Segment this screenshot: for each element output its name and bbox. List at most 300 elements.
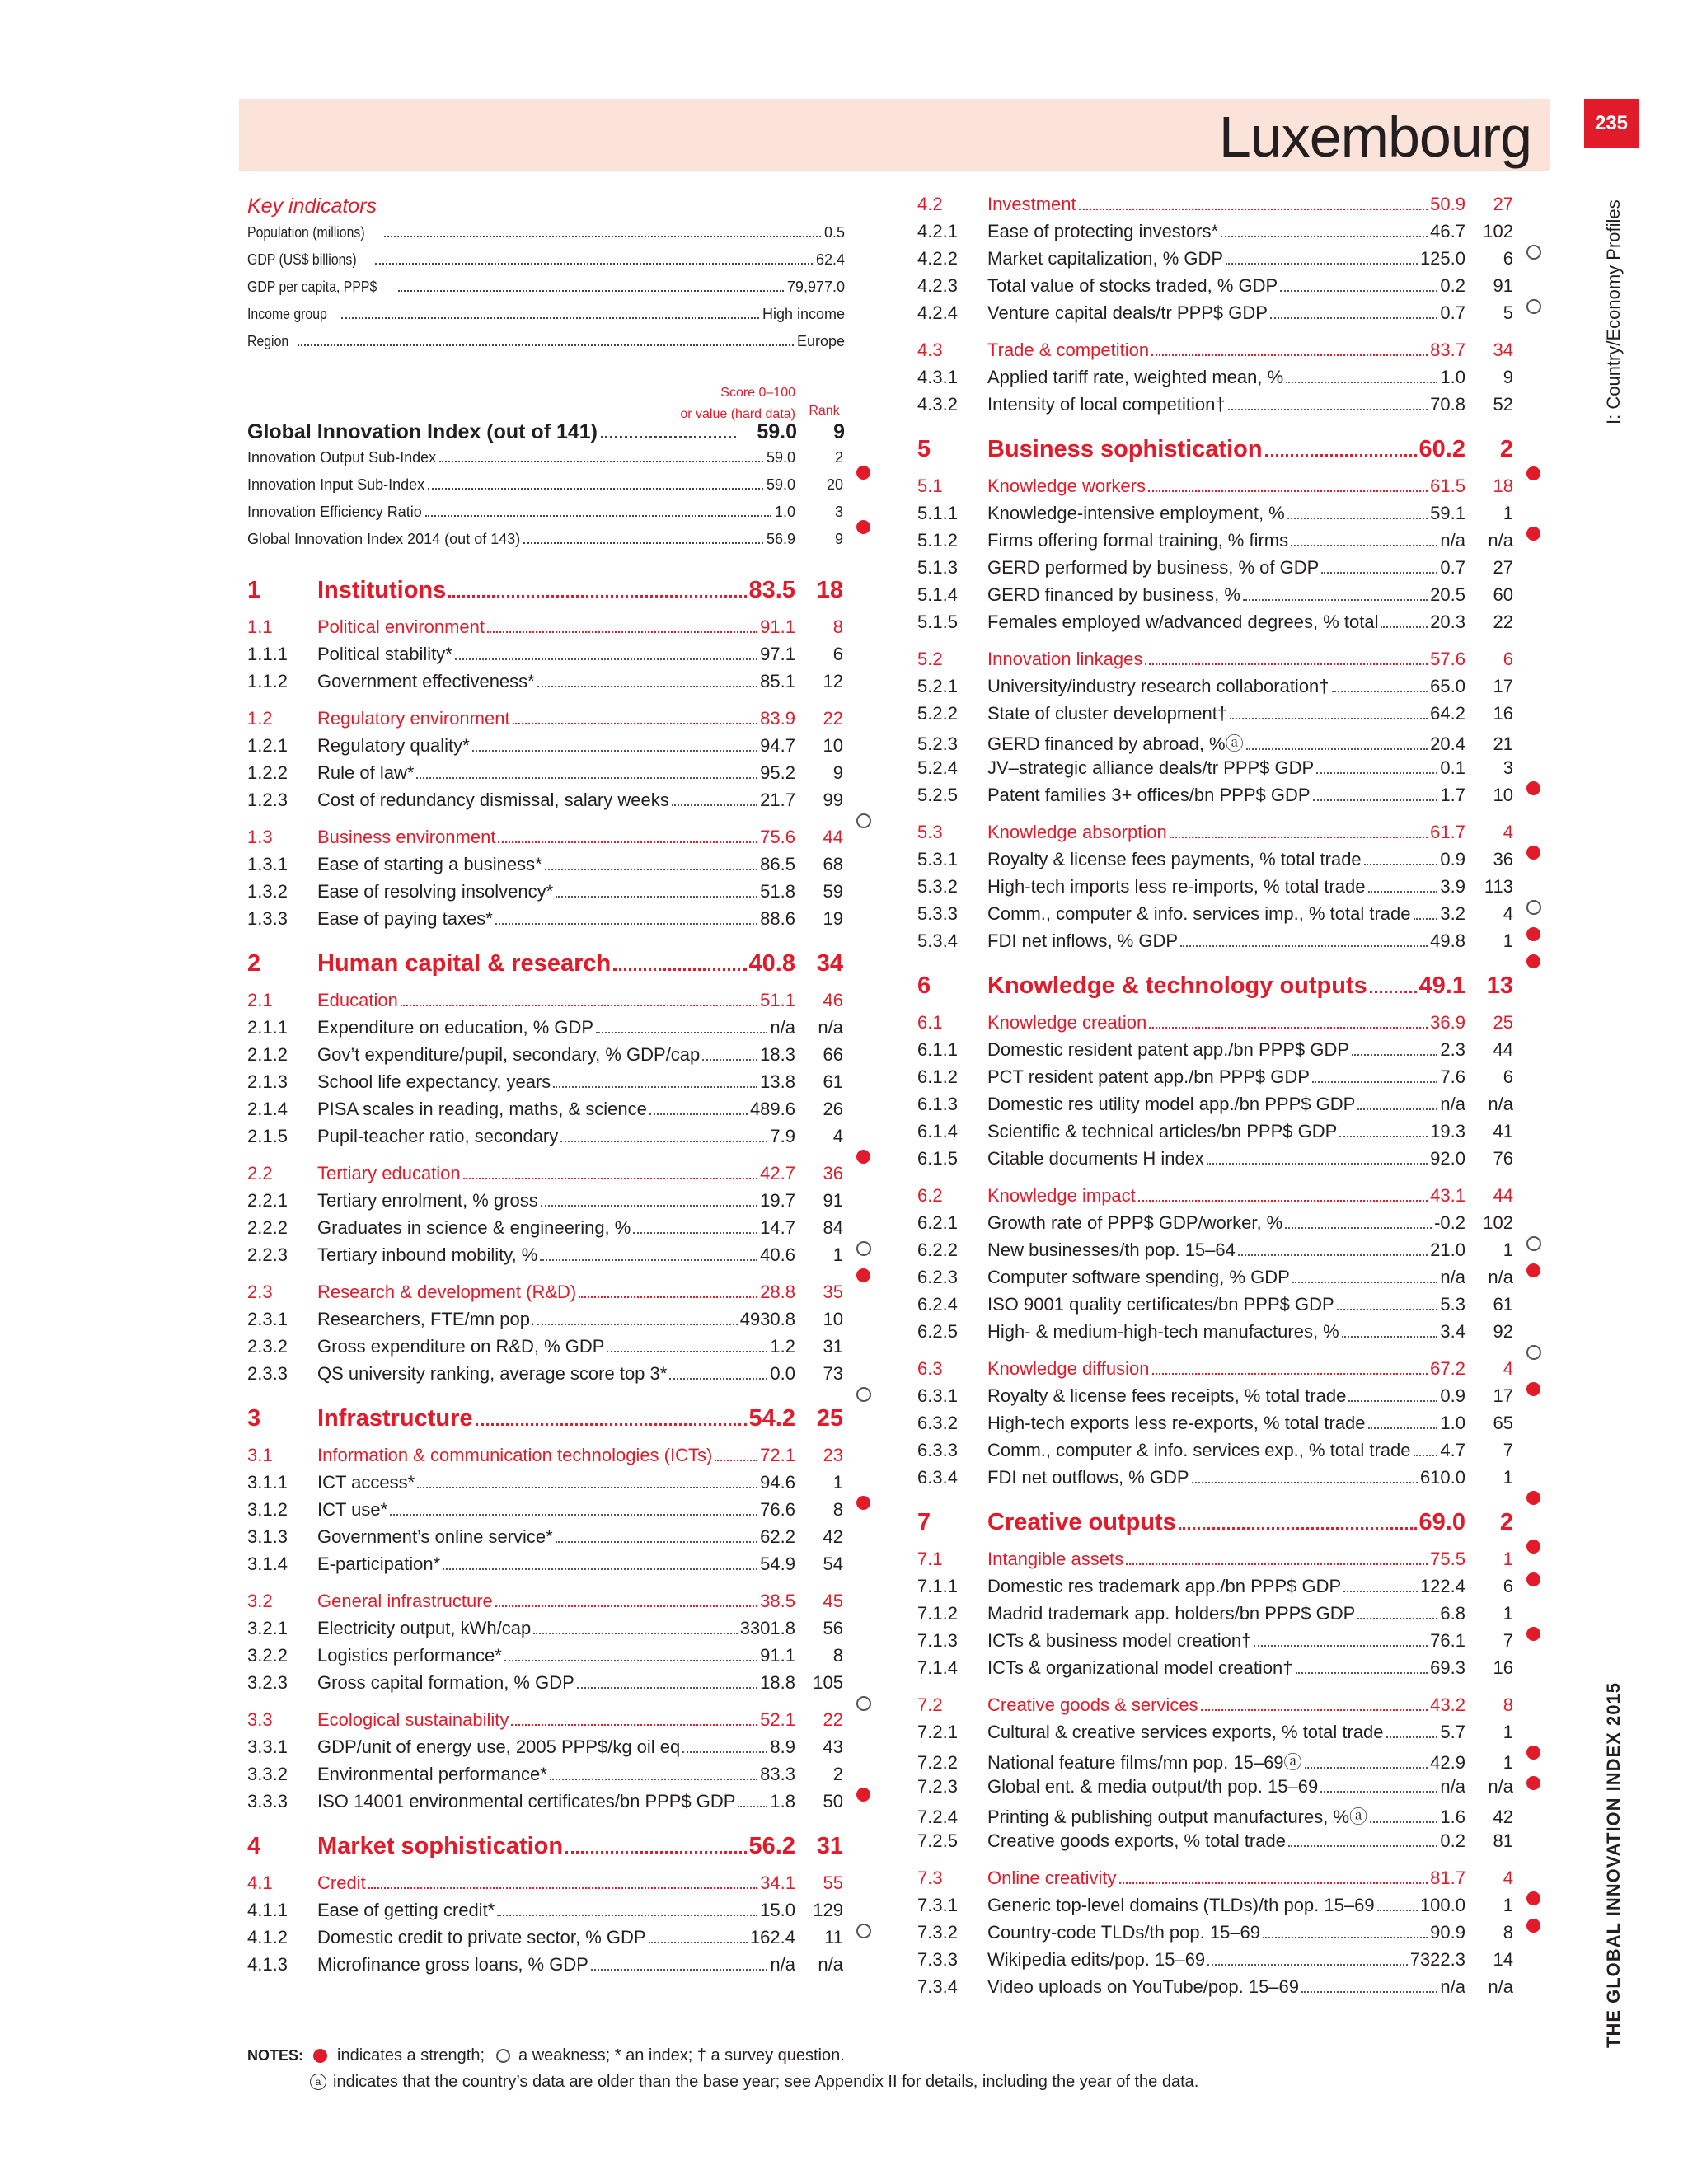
pillar-row xyxy=(247,577,871,608)
indicator-row xyxy=(917,275,1541,302)
indicator-label-group xyxy=(987,730,1465,756)
indicator-code: 5.2 xyxy=(917,649,943,669)
indicator-rank: 16 xyxy=(1493,703,1513,724)
indicator-row xyxy=(917,1066,1541,1094)
indicator-name: Business environment xyxy=(317,827,496,847)
leader-dots xyxy=(738,1806,767,1807)
indicator-score: 0.9 xyxy=(1440,1385,1465,1406)
indicator-rank: 73 xyxy=(823,1363,843,1384)
gii-subindex-score: 59.0 xyxy=(766,476,795,493)
indicator-label-group xyxy=(317,1472,795,1493)
indicator-row xyxy=(247,1363,871,1390)
indicator-rank: 6 xyxy=(1503,649,1513,669)
indicator-rank: 105 xyxy=(813,1672,843,1693)
weakness-icon xyxy=(496,2049,510,2063)
indicator-name: Regulatory quality* xyxy=(317,735,470,756)
indicator-row xyxy=(917,1094,1541,1121)
indicator-code: 3.2.1 xyxy=(247,1618,288,1638)
indicator-label-group xyxy=(987,1267,1465,1288)
indicator-label-group xyxy=(317,1099,795,1120)
gii-subindex-label-group xyxy=(247,504,795,521)
key-indicator-row xyxy=(247,306,845,333)
indicator-code: 5.2.4 xyxy=(917,757,958,778)
indicator-name: Political stability* xyxy=(317,644,452,664)
indicator-score: 2.3 xyxy=(1440,1039,1465,1060)
indicator-code: 7.2.1 xyxy=(917,1722,958,1742)
indicator-row xyxy=(917,1413,1541,1440)
indicator-code: 5.1.3 xyxy=(917,557,958,578)
leader-dots xyxy=(1357,1618,1437,1619)
indicator-score: n/a xyxy=(1440,1776,1465,1797)
indicator-label-group xyxy=(317,1526,795,1548)
indicator-score: 36.9 xyxy=(1430,1012,1465,1033)
indicator-code: 7.1.3 xyxy=(917,1630,958,1651)
indicator-score: 100.0 xyxy=(1419,1895,1465,1915)
leader-dots xyxy=(579,1296,757,1298)
indicator-label-group xyxy=(987,1576,1465,1597)
indicator-score: 0.1 xyxy=(1440,757,1465,778)
indicator-name: ISO 9001 quality certificates/bn PPP$ GDP xyxy=(987,1294,1334,1315)
indicator-name: E-participation* xyxy=(317,1554,441,1574)
indicator-rank: 9 xyxy=(1503,367,1513,387)
indicator-label-group xyxy=(987,1949,1465,1971)
indicator-label-group xyxy=(317,1445,795,1466)
leader-dots xyxy=(497,1915,757,1916)
indicator-score: 94.7 xyxy=(760,735,795,756)
leader-dots xyxy=(1364,864,1438,865)
leader-dots xyxy=(1270,317,1437,319)
indicator-code: 5.1.5 xyxy=(917,612,958,632)
leader-dots xyxy=(1119,1882,1428,1884)
indicator-code: 1.1.1 xyxy=(247,644,288,664)
indicator-code: 7.2.5 xyxy=(917,1830,958,1851)
indicator-code: 1.3.1 xyxy=(247,854,288,874)
leader-dots xyxy=(1192,1482,1418,1483)
indicator-name: FDI net outflows, % GDP xyxy=(987,1467,1189,1488)
gii-subindex-label-group xyxy=(247,531,795,548)
leader-dots xyxy=(1226,263,1418,265)
gii-subindex-rank: 2 xyxy=(834,449,843,466)
indicator-code: 1.2.1 xyxy=(247,735,288,756)
indicator-name: Tertiary inbound mobility, % xyxy=(317,1244,538,1265)
indicator-name: Researchers, FTE/mn pop. xyxy=(317,1309,536,1329)
indicator-rank: 55 xyxy=(823,1872,843,1893)
indicator-label-group xyxy=(987,1657,1465,1679)
leader-dots xyxy=(1207,1163,1428,1165)
indicator-rank: 102 xyxy=(1483,221,1513,241)
indicator-name: Patent families 3+ offices/bn PPP$ GDP xyxy=(987,785,1311,805)
indicator-code: 6.3.1 xyxy=(917,1385,958,1406)
indicator-score: 1.6 xyxy=(1440,1807,1465,1827)
notes xyxy=(247,2042,1198,2095)
indicator-label-group xyxy=(987,1413,1465,1434)
leader-dots xyxy=(1316,772,1437,774)
indicator-row xyxy=(247,1645,871,1672)
indicator-rank: 44 xyxy=(1493,1185,1513,1206)
sub-pillar-row xyxy=(247,1445,871,1472)
indicator-row xyxy=(247,1618,871,1645)
indicator-code: 3.3.3 xyxy=(247,1791,288,1811)
indicator-code: 1.2.3 xyxy=(247,790,288,810)
indicator-code: 2.3 xyxy=(247,1282,273,1302)
indicator-name: JV–strategic alliance deals/tr PPP$ GDP xyxy=(987,757,1315,778)
indicator-code: 6.2.1 xyxy=(917,1212,958,1233)
indicator-score: n/a xyxy=(1440,1267,1465,1287)
indicator-rank: 54 xyxy=(823,1554,843,1574)
indicator-label-group xyxy=(317,1163,795,1184)
leader-dots xyxy=(1254,1645,1428,1647)
indicator-label-group xyxy=(987,530,1465,551)
indicator-row xyxy=(247,881,871,908)
indicator-rank: 8 xyxy=(832,616,843,637)
indicator-row xyxy=(917,1212,1541,1240)
indicator-code: 1.1 xyxy=(247,616,273,637)
indicator-label-group xyxy=(317,1672,795,1694)
indicator-rank: 35 xyxy=(823,1282,843,1302)
indicator-code: 6.2.5 xyxy=(917,1321,958,1342)
indicator-score: 7322.3 xyxy=(1409,1949,1465,1970)
indicator-code: 4.1.1 xyxy=(247,1900,288,1920)
page-number: 235 xyxy=(1584,99,1639,148)
leader-dots xyxy=(1288,1845,1437,1847)
indicator-name: Females employed w/advanced degrees, % total xyxy=(987,612,1379,632)
indicator-name: Global ent. & media output/th pop. 15–69 xyxy=(987,1776,1319,1797)
indicator-code: 1.2 xyxy=(247,708,273,729)
indicator-code: 6.3.4 xyxy=(917,1467,958,1488)
indicator-rank: 2 xyxy=(1499,436,1513,462)
gii-subindex-label: Innovation Efficiency Ratio xyxy=(247,504,422,520)
indicator-rank: 36 xyxy=(823,1163,843,1183)
indicator-row xyxy=(247,1309,871,1336)
gii-subindex-score: 1.0 xyxy=(774,504,795,520)
indicator-name: School life expectancy, years xyxy=(317,1071,551,1092)
indicator-rank: n/a xyxy=(1488,1094,1513,1114)
indicator-code: 2.2.1 xyxy=(247,1190,288,1211)
indicator-score: 3.4 xyxy=(1440,1321,1465,1342)
indicator-rank: 84 xyxy=(823,1217,843,1238)
indicator-name: Generic top-level domains (TLDs)/th pop. 15–69 xyxy=(987,1895,1375,1915)
indicator-name: Gross expenditure on R&D, % GDP xyxy=(317,1336,605,1357)
indicator-rank: 31 xyxy=(823,1336,843,1357)
indicator-row xyxy=(917,1121,1541,1148)
notes-older-data-text: indicates that the country’s data are older than the base year; see Appendix II for details, including the year of the data. xyxy=(333,2072,1199,2091)
indicator-label-group xyxy=(987,612,1465,633)
indicator-code: 7.1.1 xyxy=(917,1576,958,1596)
indicator-name: University/industry research collaboration† xyxy=(987,676,1329,696)
indicator-label-group xyxy=(317,1872,795,1894)
indicator-code: 4.1 xyxy=(247,1872,273,1893)
indicator-row xyxy=(917,730,1541,757)
indicator-name: GERD financed by business, % xyxy=(987,584,1240,605)
indicator-score: 610.0 xyxy=(1419,1467,1465,1488)
sub-pillar-row xyxy=(247,616,871,644)
indicator-row xyxy=(917,930,1541,958)
indicator-code: 6.3.3 xyxy=(917,1440,958,1460)
indicator-name: ISO 14001 environmental certificates/bn PPP$ GDP xyxy=(317,1791,736,1811)
indicator-code: 3.3.2 xyxy=(247,1764,288,1784)
indicator-rank: 5 xyxy=(1503,302,1513,323)
indicator-score: 88.6 xyxy=(760,908,795,929)
indicator-name: State of cluster development† xyxy=(987,703,1228,724)
indicator-score: 70.8 xyxy=(1430,394,1465,415)
indicator-name: Domestic credit to private sector, % GDP xyxy=(317,1927,646,1947)
indicator-code: 1.3.2 xyxy=(247,881,288,902)
indicator-score: 49.8 xyxy=(1430,930,1465,951)
indicator-label-group xyxy=(987,1895,1465,1916)
indicator-rank: 8 xyxy=(1503,1922,1513,1943)
indicator-code: 5.3.1 xyxy=(917,849,958,869)
indicator-code: 7.1.2 xyxy=(917,1603,958,1624)
indicator-name: Knowledge diffusion xyxy=(987,1358,1150,1379)
indicator-name: Regulatory environment xyxy=(317,708,510,729)
key-indicator-row xyxy=(247,224,845,251)
indicator-rank: 22 xyxy=(823,708,843,729)
indicator-label-group xyxy=(317,1044,795,1066)
indicator-label-group xyxy=(987,1509,1465,1536)
leader-dots xyxy=(1370,1821,1437,1823)
indicator-rank: 18 xyxy=(1493,476,1513,496)
leader-dots xyxy=(1312,1081,1437,1083)
indicator-score: 20.5 xyxy=(1430,584,1465,605)
indicator-name: Knowledge & technology outputs xyxy=(987,972,1367,999)
indicator-code: 7.2 xyxy=(917,1694,943,1715)
indicator-rank: 16 xyxy=(1493,1657,1513,1678)
indicator-row xyxy=(247,735,871,762)
indicator-label-group xyxy=(317,1282,795,1303)
indicator-rank: 1 xyxy=(1503,503,1513,523)
indicator-rank: 4 xyxy=(1503,1358,1513,1379)
indicator-label-group xyxy=(317,1405,795,1432)
strength-icon xyxy=(313,2049,327,2063)
indicator-rank: 17 xyxy=(1493,1385,1513,1406)
indicator-rank: 1 xyxy=(832,1472,843,1493)
indicator-rank: 31 xyxy=(816,1833,843,1859)
indicator-row xyxy=(917,584,1541,612)
indicator-score: 15.0 xyxy=(760,1900,795,1920)
indicator-label-group xyxy=(987,557,1465,579)
key-indicator-value: 79,977.0 xyxy=(786,279,845,295)
sub-pillar-row xyxy=(247,1709,871,1736)
indicator-rank: 129 xyxy=(813,1900,843,1920)
score-head-line-1: Score 0–100 xyxy=(720,386,795,400)
indicator-code: 5.2.1 xyxy=(917,676,958,696)
sub-pillar-row xyxy=(917,1012,1541,1039)
indicator-name: Cost of redundancy dismissal, salary weeks xyxy=(317,790,669,810)
indicator-label-group xyxy=(317,854,795,875)
indicator-rank: 1 xyxy=(1503,1722,1513,1742)
indicator-label-group xyxy=(987,649,1465,670)
leader-dots xyxy=(633,1232,757,1234)
indicator-code: 2.1.5 xyxy=(247,1126,288,1146)
gii-subindex-rank: 3 xyxy=(834,504,843,520)
indicator-score: 0.7 xyxy=(1440,302,1465,323)
indicator-name: New businesses/th pop. 15–64 xyxy=(987,1240,1236,1260)
indicator-code: 1.2.2 xyxy=(247,762,288,783)
indicator-row xyxy=(917,503,1541,530)
leader-dots xyxy=(649,1942,748,1943)
indicator-label-group xyxy=(987,248,1465,269)
indicator-code: 6.2.2 xyxy=(917,1240,958,1260)
indicator-name: Gov’t expenditure/pupil, secondary, % GDP/cap xyxy=(317,1044,701,1065)
indicator-name: Logistics performance* xyxy=(317,1645,502,1666)
indicator-row xyxy=(917,1321,1541,1348)
indicator-score: 76.6 xyxy=(760,1499,795,1520)
indicator-rank: 4 xyxy=(1503,822,1513,842)
indicator-code: 5.3.4 xyxy=(917,930,958,951)
indicator-name: Expenditure on education, % GDP xyxy=(317,1017,594,1038)
indicator-name: Intangible assets xyxy=(987,1549,1124,1569)
leader-dots xyxy=(1265,454,1417,457)
indicator-label-group xyxy=(987,1830,1465,1852)
indicator-score: 4930.8 xyxy=(739,1309,795,1329)
indicator-code: 6.1.5 xyxy=(917,1148,958,1169)
indicator-code: 5.1.1 xyxy=(917,503,958,523)
gii-subindex-rank: 20 xyxy=(826,476,843,493)
indicator-row xyxy=(917,1267,1541,1294)
indicator-rank: 11 xyxy=(824,1927,843,1947)
indicator-rank: 6 xyxy=(832,644,843,664)
leader-dots xyxy=(1180,945,1428,947)
leader-dots xyxy=(1145,663,1428,665)
indicator-name: Investment xyxy=(987,194,1076,214)
indicator-name: Business sophistication xyxy=(987,436,1263,462)
indicator-row xyxy=(917,612,1541,639)
indicator-code: 6.1 xyxy=(917,1012,943,1033)
indicator-score: 0.9 xyxy=(1440,849,1465,869)
indicator-score: 61.5 xyxy=(1430,476,1465,496)
indicator-row xyxy=(917,1385,1541,1413)
indicator-score: 69.0 xyxy=(1418,1509,1465,1535)
indicator-label-group xyxy=(317,881,795,902)
indicator-rank: 1 xyxy=(1503,1467,1513,1488)
indicator-code: 4.3 xyxy=(917,340,943,360)
indicator-rank: 4 xyxy=(1503,903,1513,924)
indicator-row xyxy=(917,367,1541,394)
leader-dots xyxy=(1368,891,1438,893)
indicator-name: Domestic res trademark app./bn PPP$ GDP xyxy=(987,1576,1342,1596)
leader-dots xyxy=(613,968,746,971)
rank-column-header: Rank xyxy=(809,404,840,418)
indicator-name: Creative outputs xyxy=(987,1509,1176,1535)
indicator-score: 13.8 xyxy=(760,1071,795,1092)
leader-dots xyxy=(1246,748,1428,750)
sub-pillar-row xyxy=(917,1185,1541,1212)
indicator-label-group xyxy=(987,503,1465,524)
pillar-row xyxy=(917,1509,1541,1540)
indicator-score: 4.7 xyxy=(1440,1440,1465,1460)
leader-dots xyxy=(416,777,757,779)
leader-dots xyxy=(428,488,763,490)
indicator-score: 51.1 xyxy=(760,990,795,1010)
indicator-row xyxy=(917,1148,1541,1175)
indicator-row xyxy=(917,1722,1541,1749)
indicator-score: 14.7 xyxy=(760,1217,795,1238)
gii-overall-row xyxy=(247,420,845,444)
indicator-score: 18.8 xyxy=(760,1672,795,1693)
indicator-score: 54.9 xyxy=(760,1554,795,1574)
indicator-name: High-tech imports less re-imports, % total trade xyxy=(987,876,1366,897)
indicator-rank: 22 xyxy=(823,1709,843,1730)
indicator-label-group xyxy=(317,1071,795,1093)
leader-dots xyxy=(1414,918,1438,920)
leader-dots xyxy=(375,263,813,265)
notes-weakness-text: a weakness; * an index; † a survey question. xyxy=(518,2046,845,2064)
indicator-row xyxy=(917,1895,1541,1922)
indicator-row xyxy=(917,1240,1541,1267)
indicator-label-group xyxy=(987,785,1465,806)
notes-line-1 xyxy=(247,2042,1198,2069)
sub-pillar-row xyxy=(917,194,1541,221)
indicator-name: Education xyxy=(317,990,398,1010)
indicator-row xyxy=(917,676,1541,703)
indicator-score: 59.1 xyxy=(1430,503,1465,523)
indicator-label-group xyxy=(987,757,1465,779)
indicator-score: 125.0 xyxy=(1419,248,1465,269)
indicator-code: 5 xyxy=(917,436,931,462)
indicator-score: 62.2 xyxy=(760,1526,795,1547)
leader-dots xyxy=(1292,1282,1438,1283)
indicator-name: Growth rate of PPP$ GDP/worker, % xyxy=(987,1212,1283,1233)
pillar-row xyxy=(247,1405,871,1436)
strength-icon xyxy=(856,520,870,534)
leader-dots xyxy=(1138,1200,1428,1202)
indicator-rank: 1 xyxy=(1503,1240,1513,1260)
indicator-score: 0.2 xyxy=(1440,275,1465,296)
indicator-rank: 66 xyxy=(823,1044,843,1065)
indicator-name: QS university ranking, average score top 3* xyxy=(317,1363,668,1384)
leader-dots xyxy=(390,1514,757,1516)
indicator-name: Cultural & creative services exports, % total trade xyxy=(987,1722,1384,1742)
indicator-name: PISA scales in reading, maths, & science xyxy=(317,1099,647,1119)
indicator-name: Online creativity xyxy=(987,1868,1117,1888)
indicator-code: 3.3.1 xyxy=(247,1736,288,1757)
indicator-label-group xyxy=(987,302,1465,324)
indicator-label-group xyxy=(317,735,795,757)
indicator-code: 1 xyxy=(247,577,261,603)
indicator-name: Research & development (R&D) xyxy=(317,1282,577,1302)
indicator-rank: 50 xyxy=(823,1791,843,1811)
indicator-score: 56.2 xyxy=(748,1833,795,1859)
indicator-score: 51.8 xyxy=(760,881,795,902)
score-column-header xyxy=(626,382,795,425)
indicator-label-group xyxy=(317,1499,795,1521)
leader-dots xyxy=(1280,290,1437,292)
leader-dots xyxy=(1286,382,1437,383)
indicator-row xyxy=(247,1190,871,1217)
sub-pillar-row xyxy=(917,340,1541,367)
indicator-name: Credit xyxy=(317,1872,366,1893)
indicator-label-group xyxy=(987,822,1465,843)
indicator-name: Ease of protecting investors* xyxy=(987,221,1219,241)
indicator-score: 43.2 xyxy=(1430,1694,1465,1715)
indicator-name: Environmental performance* xyxy=(317,1764,547,1784)
leader-dots xyxy=(596,1032,767,1033)
indicator-label-group xyxy=(987,1868,1465,1889)
leader-dots xyxy=(1305,1767,1428,1769)
indicator-score: 50.9 xyxy=(1430,194,1465,214)
indicator-code: 7 xyxy=(917,1509,931,1535)
indicator-code: 4 xyxy=(247,1833,261,1859)
strength-icon xyxy=(1526,1491,1540,1505)
indicator-code: 2.1.2 xyxy=(247,1044,288,1065)
leader-dots xyxy=(607,1351,767,1352)
indicator-rank: n/a xyxy=(818,1017,843,1038)
leader-dots xyxy=(1228,409,1428,410)
leader-dots xyxy=(1287,518,1428,519)
indicator-code: 5.1 xyxy=(917,476,943,496)
indicator-rank: 99 xyxy=(823,790,843,810)
indicator-row xyxy=(247,671,871,698)
